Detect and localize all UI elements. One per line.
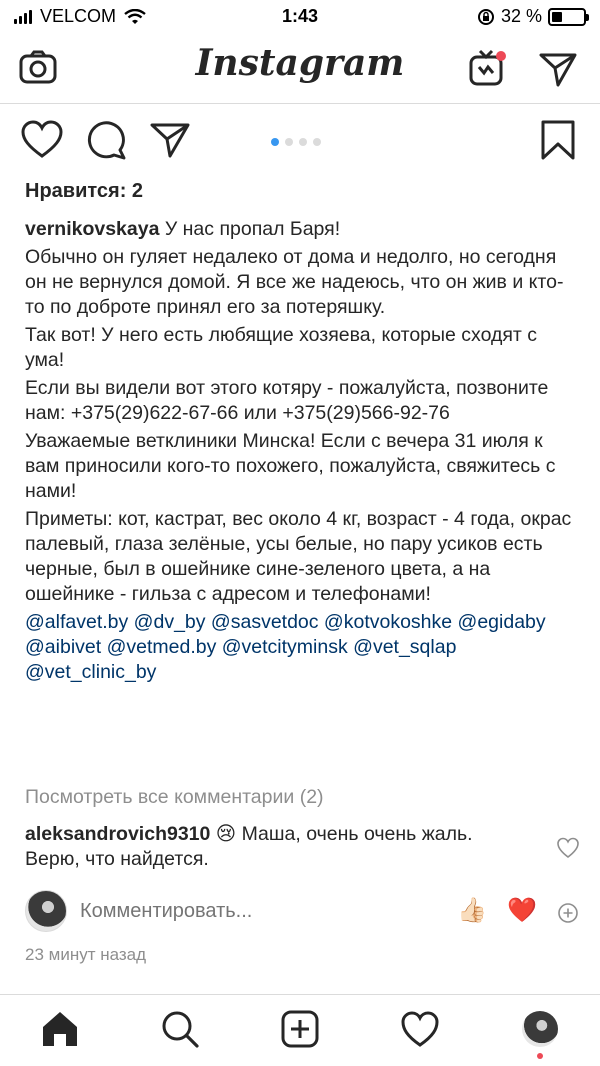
comment-text: Маша, очень очень жаль. Верю, что найдется. <box>25 823 473 870</box>
comment-icon[interactable] <box>84 118 128 162</box>
comment-like-heart-icon[interactable] <box>556 836 580 860</box>
post-timestamp: 23 минут назад <box>25 945 147 964</box>
comment-item <box>25 822 505 872</box>
view-all-comments-link[interactable]: Посмотреть все комментарии (2) <box>25 786 324 808</box>
orientation-lock-icon <box>477 8 495 26</box>
carousel-dot <box>299 138 307 146</box>
carousel-dot <box>313 138 321 146</box>
status-bar <box>0 0 600 34</box>
caption-paragraph: Обычно он гуляет недалеко от дома и недолго, но сегодня он не вернулся домой. Я все же надеюсь, что он жив и кто-то по доброте принял его за потеряшку. <box>25 246 564 318</box>
comment-input[interactable] <box>80 900 380 923</box>
caption-paragraph: Если вы видели вот этого котяру - пожалуйста, позвоните нам: +375(29)622-67-66 или +375(29)566-92-76 <box>25 377 549 424</box>
add-comment-row <box>25 890 585 934</box>
notification-dot <box>537 1053 543 1059</box>
save-bookmark-icon[interactable] <box>536 118 580 162</box>
caption-first-paragraph <box>25 217 580 242</box>
caption-paragraph: Уважаемые ветклиники Минска! Если с вечера 31 июля к вам приносили кого-то похожего, пожалуйста, свяжитесь с нами! <box>25 430 556 502</box>
profile-avatar[interactable] <box>522 1011 558 1047</box>
comment-emoji: 😢 <box>215 823 237 845</box>
add-plus-circle-icon[interactable] <box>557 902 579 924</box>
like-heart-icon[interactable] <box>20 118 64 162</box>
igtv-icon[interactable] <box>466 46 510 90</box>
carrier-name: VELCOM <box>40 6 117 26</box>
new-post-icon[interactable] <box>280 1009 320 1049</box>
bottom-tab-bar <box>0 994 600 1066</box>
likes-count[interactable]: Нравится: 2 <box>25 180 144 202</box>
caption-paragraph: Приметы: кот, кастрат, вес около 4 кг, возраст - 4 года, окрас палевый, глаза зелёные, усы белые, но пару усиков есть черные, был в ошейнике сине-зеленого цвета, а на ошейнике - гильза с адресом и телефонами! <box>25 508 572 605</box>
carousel-indicator <box>271 138 321 146</box>
caption-first-line: У нас пропал Баря! <box>164 218 341 240</box>
battery-percent: 32 % <box>500 6 542 26</box>
activity-heart-icon[interactable] <box>400 1009 440 1049</box>
carousel-dot <box>285 138 293 146</box>
share-icon[interactable] <box>148 118 192 162</box>
caption-tags[interactable]: @alfavet.by @dv_by @sasvetdoc @kotvokoshke @egidaby @aibivet @vetmed.by @vetcityminsk @vet_sqlap @vet_clinic_by <box>25 611 546 683</box>
quick-emoji-thumbs-up[interactable]: 👍🏻 <box>457 897 487 924</box>
caption-paragraph: Так вот! У него есть любящие хозяева, которые сходят с ума! <box>25 324 538 371</box>
battery-fill <box>552 12 562 22</box>
comment-username[interactable]: aleksandrovich9310 <box>25 823 211 845</box>
status-right <box>477 6 586 27</box>
quick-emoji-heart[interactable]: ❤️ <box>507 897 537 924</box>
status-time: 1:43 <box>281 6 319 26</box>
caption-username[interactable]: vernikovskaya <box>25 218 160 240</box>
current-user-avatar <box>25 890 67 932</box>
search-icon[interactable] <box>160 1009 200 1049</box>
app-header <box>0 34 600 104</box>
home-icon[interactable] <box>40 1009 80 1049</box>
post-caption <box>25 217 580 688</box>
battery-icon <box>548 8 586 26</box>
direct-message-icon[interactable] <box>536 46 580 90</box>
carousel-dot <box>271 138 279 146</box>
app-logo: Instagram <box>195 42 405 84</box>
